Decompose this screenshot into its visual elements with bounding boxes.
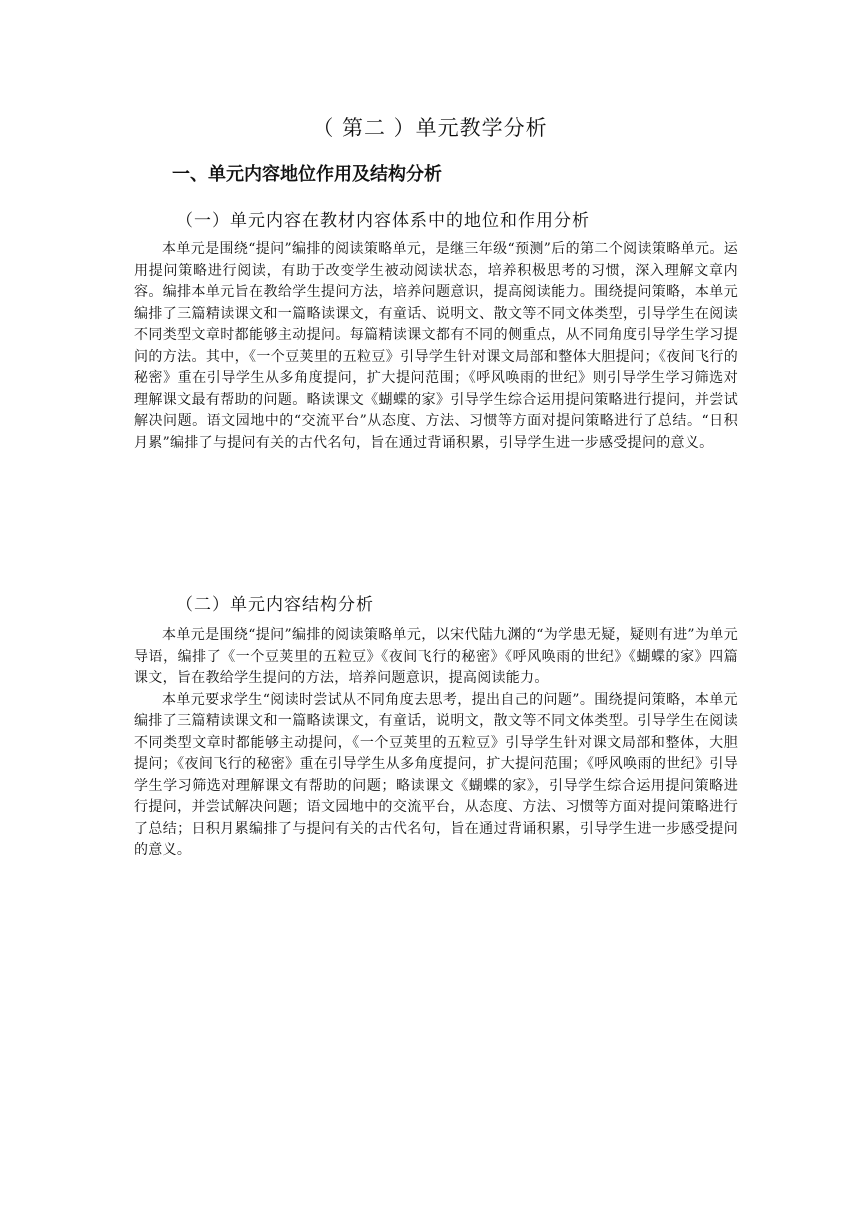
subsection-body-structure [134,625,738,862]
subsection-body-position-role [134,239,738,454]
subsection-heading-structure: （二）单元内容结构分析 [176,595,374,615]
paragraph: 本单元要求学生“阅读时尝试从不同角度去思考，提出自己的问题”。围绕提问策略，本单元编排了三篇精读课文和一篇略读课文，有童话，说明文，散文等不同文体类型。引导学生在阅读不同类型文章时都能够主动提问，《一个豆荚里的五粒豆》引导学生针对课文局部和整体，大胆提问；《夜间飞行的秘密》重在引导学生从多角度提问，扩大提问范围；《呼风唤雨的世纪》引导学生学习筛选对理解课文有帮助的问题；略读课文《蝴蝶的家》，引导学生综合运用提问策略进行提问，并尝试解决问题；语文园地中的交流平台，从态度、方法、习惯等方面对提问策略进行了总结；日积月累编排了与提问有关的古代名句，旨在通过背诵积累，引导学生进一步感受提问的意义。 [134,691,738,858]
section-heading: 一、单元内容地位作用及结构分析 [172,164,442,185]
page-title: （ 第二 ）单元教学分析 [312,116,548,140]
paragraph: 本单元是围绕“提问”编排的阅读策略单元，是继三年级“预测”后的第二个阅读策略单元。运用提问策略进行阅读，有助于改变学生被动阅读状态，培养积极思考的习惯，深入理解文章内容。编排本单元旨在教给学生提问方法，培养问题意识，提高阅读能力。围绕提问策略，本单元编排了三篇精读课文和一篇略读课文，有童话、说明文、散文等不同文体类型，引导学生在阅读不同类型文章时都能够主动提问。每篇精读课文都有不同的侧重点，从不同角度引导学生学习提问的方法。其中，《一个豆荚里的五粒豆》引导学生针对课文局部和整体大胆提问；《夜间飞行的秘密》重在引导学生从多角度提问，扩大提问范围；《呼风唤雨的世纪》则引导学生学习筛选对理解课文最有帮助的问题。略读课文《蝴蝶的家》引导学生综合运用提问策略进行提问，并尝试解决问题。语文园地中的“交流平台”从态度、方法、习惯等方面对提问策略进行了总结。“日积月累”编排了与提问有关的古代名句，旨在通过背诵积累，引导学生进一步感受提问的意义。 [134,241,738,451]
paragraph: 本单元是围绕“提问”编排的阅读策略单元，以宋代陆九渊的“为学患无疑，疑则有进”为单元导语，编排了《一个豆荚里的五粒豆》《夜间飞行的秘密》《呼风唤雨的世纪》《蝴蝶的家》四篇课文，旨在教给学生提问的方法，培养问题意识，提高阅读能力。 [134,627,738,686]
subsection-heading-position-role: （一）单元内容在教材内容体系中的地位和作用分析 [176,211,590,231]
